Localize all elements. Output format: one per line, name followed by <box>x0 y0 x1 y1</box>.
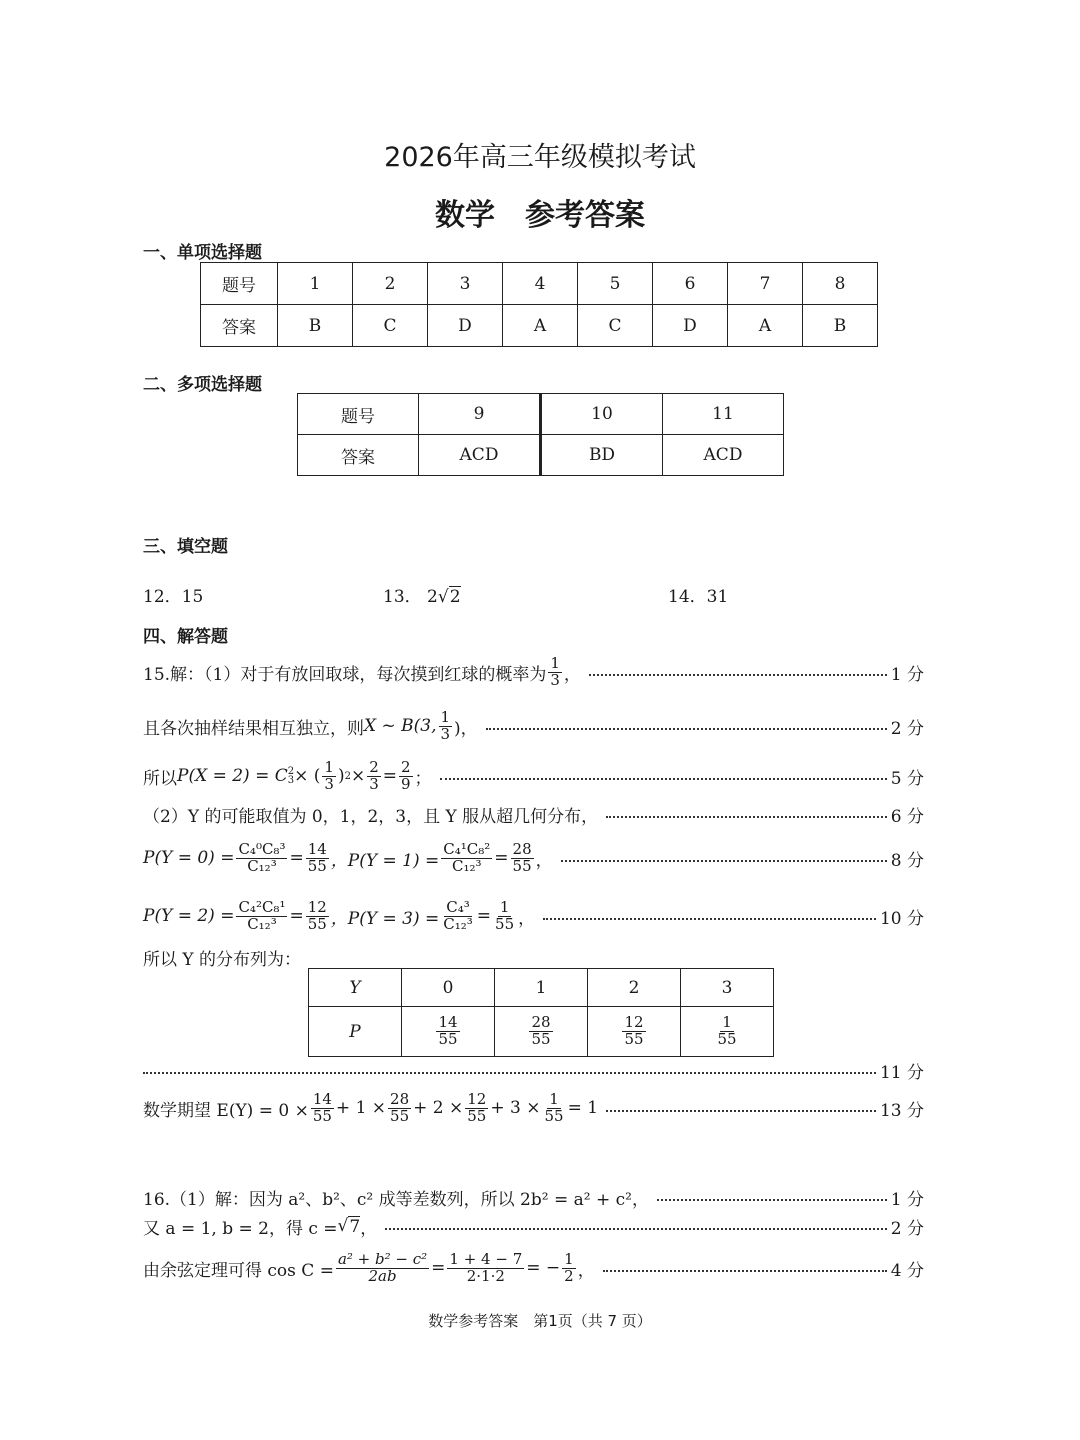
math-operator: + 3 × <box>490 1098 541 1118</box>
q15-step-1 <box>143 652 924 692</box>
fraction <box>465 1089 488 1125</box>
document-subtitle: 数学 参考答案 <box>435 198 645 233</box>
score-label: 13 分 <box>879 1100 924 1121</box>
table-cell: 8 <box>803 263 878 305</box>
step-punct: )， <box>454 718 478 739</box>
math-expression: X ~ B(3, <box>364 716 437 736</box>
table-cell <box>681 1007 774 1057</box>
score-label: 4 分 <box>890 1260 924 1281</box>
multi-choice-table <box>297 393 784 476</box>
numerator: 1 <box>324 757 334 776</box>
superscript: 2 <box>344 770 351 782</box>
denominator: 55 <box>467 1106 487 1125</box>
fraction <box>322 757 336 793</box>
table-cell: B <box>278 305 353 347</box>
step-punct: ， <box>360 1218 378 1239</box>
fraction <box>311 1089 334 1125</box>
score-label: 10 分 <box>879 908 924 929</box>
numerator: 1 <box>499 897 510 916</box>
fraction <box>441 839 492 875</box>
denominator: 55 <box>544 1106 564 1125</box>
math-operator: = 1 <box>567 1098 599 1118</box>
denominator: 55 <box>495 914 515 933</box>
math-expression: 数学期望 E(Y) = 0 × <box>143 1100 309 1121</box>
q13-radicand: 2 <box>449 587 461 607</box>
step-text: 由余弦定理可得 cos C = <box>143 1260 334 1281</box>
step-punct: ， <box>535 850 553 871</box>
denominator: 3 <box>550 670 560 689</box>
table-cell: 11 <box>663 394 784 435</box>
math-operator: ) <box>337 766 345 786</box>
numerator: 12 <box>307 897 327 916</box>
step-punct: ； <box>414 768 432 789</box>
section-heading-fill-blank: 三、填空题 <box>143 537 228 557</box>
table-cell: 题号 <box>298 394 419 435</box>
math-operator: + 1 × <box>335 1098 387 1118</box>
fraction <box>562 1249 576 1285</box>
table-cell: ACD <box>419 435 541 476</box>
dotted-leader <box>606 816 887 818</box>
denominator: C₁₂³ <box>443 914 473 933</box>
table-cell: P <box>309 1007 402 1057</box>
score-label: 11 分 <box>879 1062 924 1083</box>
math-operator: = <box>476 906 492 926</box>
math-operator: = <box>289 906 304 926</box>
numerator: 1 <box>550 653 560 672</box>
table-cell: D <box>428 305 503 347</box>
denominator: 3 <box>324 774 334 793</box>
table-cell: ACD <box>663 435 784 476</box>
table-cell <box>588 1007 681 1057</box>
table-cell: 答案 <box>298 435 419 476</box>
table-row <box>298 394 784 435</box>
section-heading-single-choice: 一、单项选择题 <box>143 243 262 263</box>
denominator: C₁₂³ <box>247 914 277 933</box>
subscript: 3 <box>287 775 295 786</box>
q15-step-3 <box>143 756 924 796</box>
step-punct: ， <box>577 1260 595 1281</box>
section-heading-solutions: 四、解答题 <box>143 627 228 647</box>
math-operator: = <box>382 766 397 786</box>
math-operator: × ( <box>294 766 321 786</box>
fraction <box>511 839 534 875</box>
fraction <box>306 897 329 933</box>
table-cell: A <box>503 305 578 347</box>
table-cell: 2 <box>353 263 428 305</box>
dotted-leader <box>606 1110 876 1112</box>
table-cell: B <box>803 305 878 347</box>
math-expression: ，P(Y = 1) = <box>330 850 440 871</box>
numerator: C₄²C₈¹ <box>238 897 286 916</box>
dotted-leader <box>486 728 887 730</box>
step-punct: ， <box>563 664 581 685</box>
table-cell <box>402 1007 495 1057</box>
score-label: 5 分 <box>890 768 924 789</box>
table-cell: 7 <box>728 263 803 305</box>
fraction <box>367 757 381 793</box>
q15-step-6 <box>143 892 924 940</box>
table-cell: 1 <box>278 263 353 305</box>
numerator: 14 <box>438 1013 458 1032</box>
dotted-leader <box>561 860 887 862</box>
numerator: C₄³ <box>446 897 470 916</box>
numerator: 1 <box>564 1249 574 1268</box>
math-expression: P(Y = 0) = <box>143 848 235 868</box>
math-operator: = <box>431 1258 446 1278</box>
denominator: 55 <box>624 1030 644 1048</box>
fraction <box>715 1015 738 1048</box>
dotted-leader <box>440 778 887 780</box>
table-cell: 1 <box>495 969 588 1007</box>
fraction <box>447 1249 524 1285</box>
math-operator: × <box>350 766 366 786</box>
score-label: 1 分 <box>890 664 924 685</box>
table-cell: C <box>578 305 653 347</box>
denominator: 55 <box>438 1030 458 1048</box>
numerator: 1 <box>722 1013 732 1032</box>
step-text: 且各次抽样结果相互独立，则 <box>143 718 364 739</box>
q15-step-2 <box>143 706 924 746</box>
score-label: 2 分 <box>890 718 924 739</box>
fraction <box>441 897 475 933</box>
table-row <box>298 435 784 476</box>
table-row <box>201 305 878 347</box>
denominator: 55 <box>512 856 532 875</box>
score-label: 1 分 <box>890 1189 924 1210</box>
numerator: C₄⁰C₈³ <box>238 839 286 858</box>
denominator: C₁₂³ <box>452 856 482 875</box>
step-punct: ， <box>518 908 536 929</box>
denominator: 55 <box>390 1106 410 1125</box>
q13-label: 13． <box>383 587 422 607</box>
dotted-leader <box>657 1199 887 1201</box>
step-text: 所以 <box>143 768 177 789</box>
fraction <box>529 1015 552 1048</box>
single-choice-table <box>200 262 878 347</box>
fraction <box>399 757 413 793</box>
table-cell: 题号 <box>201 263 278 305</box>
denominator: 55 <box>717 1030 737 1048</box>
table-cell: 3 <box>681 969 774 1007</box>
answer-q14: 14．31 <box>668 587 729 607</box>
numerator: 28 <box>512 839 532 858</box>
denominator: 55 <box>531 1030 551 1048</box>
denominator: 55 <box>312 1106 332 1125</box>
math-operator: + 2 × <box>413 1098 464 1118</box>
numerator: 28 <box>531 1013 551 1032</box>
table-row <box>201 263 878 305</box>
denominator: 3 <box>440 724 451 743</box>
table-cell: 0 <box>402 969 495 1007</box>
denominator: 3 <box>369 774 379 793</box>
table-cell: 答案 <box>201 305 278 347</box>
fraction <box>306 839 329 875</box>
denominator: 55 <box>307 856 327 875</box>
denominator: 9 <box>401 774 411 793</box>
table-row <box>309 969 774 1007</box>
table-cell: 10 <box>541 394 663 435</box>
table-cell: 4 <box>503 263 578 305</box>
table-cell: 2 <box>588 969 681 1007</box>
score-label: 2 分 <box>890 1218 924 1239</box>
q15-step-4 <box>143 794 924 834</box>
denominator: 2 <box>564 1266 574 1285</box>
math-expression: P(Y = 2) = <box>143 906 235 926</box>
table-cell: 6 <box>653 263 728 305</box>
distribution-table <box>308 968 774 1057</box>
numerator: 1 + 4 − 7 <box>449 1249 523 1268</box>
dotted-leader <box>143 1072 876 1074</box>
fraction <box>236 839 287 875</box>
table-cell: 3 <box>428 263 503 305</box>
superscript: 2 <box>287 766 295 777</box>
step-text: 又 a = 1, b = 2，得 c = <box>143 1218 338 1239</box>
math-operator: = − <box>526 1258 561 1278</box>
radicand: 7 <box>349 1216 361 1237</box>
sqrt-sign: √ <box>337 1216 349 1236</box>
numerator: 2 <box>369 757 379 776</box>
sqrt-sign: √ <box>437 587 449 607</box>
page-footer: 数学参考答案 第1页（共 7 页） <box>428 1312 652 1330</box>
numerator: 28 <box>390 1089 410 1108</box>
fraction <box>388 1089 411 1125</box>
math-operator: = <box>494 848 509 868</box>
fraction <box>548 653 562 689</box>
document-title: 2026年高三年级模拟考试 <box>384 142 696 173</box>
fraction <box>439 707 453 743</box>
table-cell: C <box>353 305 428 347</box>
table-cell: BD <box>541 435 663 476</box>
dotted-leader <box>589 674 887 676</box>
fraction <box>622 1015 645 1048</box>
q16-step-2 <box>143 1206 924 1246</box>
answer-q12: 12．15 <box>143 587 204 607</box>
fraction <box>336 1249 429 1285</box>
table-cell: A <box>728 305 803 347</box>
step-text: （2）Y 的可能取值为 0，1，2，3，且 Y 服从超几何分布， <box>143 806 599 827</box>
denominator: 55 <box>307 914 327 933</box>
q15-step-9 <box>143 1084 924 1132</box>
score-label: 8 分 <box>890 850 924 871</box>
q13-coefficient: 2 <box>427 587 438 607</box>
math-expression: ，P(Y = 3) = <box>330 908 440 929</box>
q15-step-7: 所以 Y 的分布列为： <box>143 950 302 970</box>
table-row <box>309 1007 774 1057</box>
math-operator: = <box>289 848 304 868</box>
score-label: 6 分 <box>890 806 924 827</box>
denominator: C₁₂³ <box>247 856 277 875</box>
denominator: 2ab <box>368 1266 397 1285</box>
table-cell <box>495 1007 588 1057</box>
dotted-leader <box>603 1270 887 1272</box>
denominator: 2·1·2 <box>466 1266 505 1285</box>
numerator: 12 <box>467 1089 487 1108</box>
table-cell: D <box>653 305 728 347</box>
math-expression: P(X = 2) = C <box>177 766 288 786</box>
numerator: 14 <box>307 839 327 858</box>
table-cell: 9 <box>419 394 541 435</box>
table-cell: Y <box>309 969 402 1007</box>
numerator: a² + b² − c² <box>337 1249 428 1268</box>
answer-q13 <box>383 582 461 607</box>
numerator: 1 <box>549 1089 559 1108</box>
numerator: 1 <box>440 707 451 726</box>
step-text: 16.（1）解：因为 a²、b²、c² 成等差数列，所以 2b² = a² + c²， <box>143 1189 649 1210</box>
numerator: 2 <box>401 757 411 776</box>
fraction <box>436 1015 459 1048</box>
numerator: 14 <box>312 1089 332 1108</box>
fraction <box>542 1089 565 1125</box>
table-cell: 5 <box>578 263 653 305</box>
dotted-leader <box>543 918 876 920</box>
fraction <box>236 897 287 933</box>
numerator: C₄¹C₈² <box>443 839 491 858</box>
section-heading-multi-choice: 二、多项选择题 <box>143 375 262 395</box>
numerator: 12 <box>624 1013 644 1032</box>
q16-step-3 <box>143 1244 924 1292</box>
dotted-leader <box>385 1228 887 1230</box>
fraction <box>493 897 516 933</box>
q15-step-5 <box>143 834 924 882</box>
step-text: 15.解：（1）对于有放回取球，每次摸到红球的概率为 <box>143 664 547 685</box>
